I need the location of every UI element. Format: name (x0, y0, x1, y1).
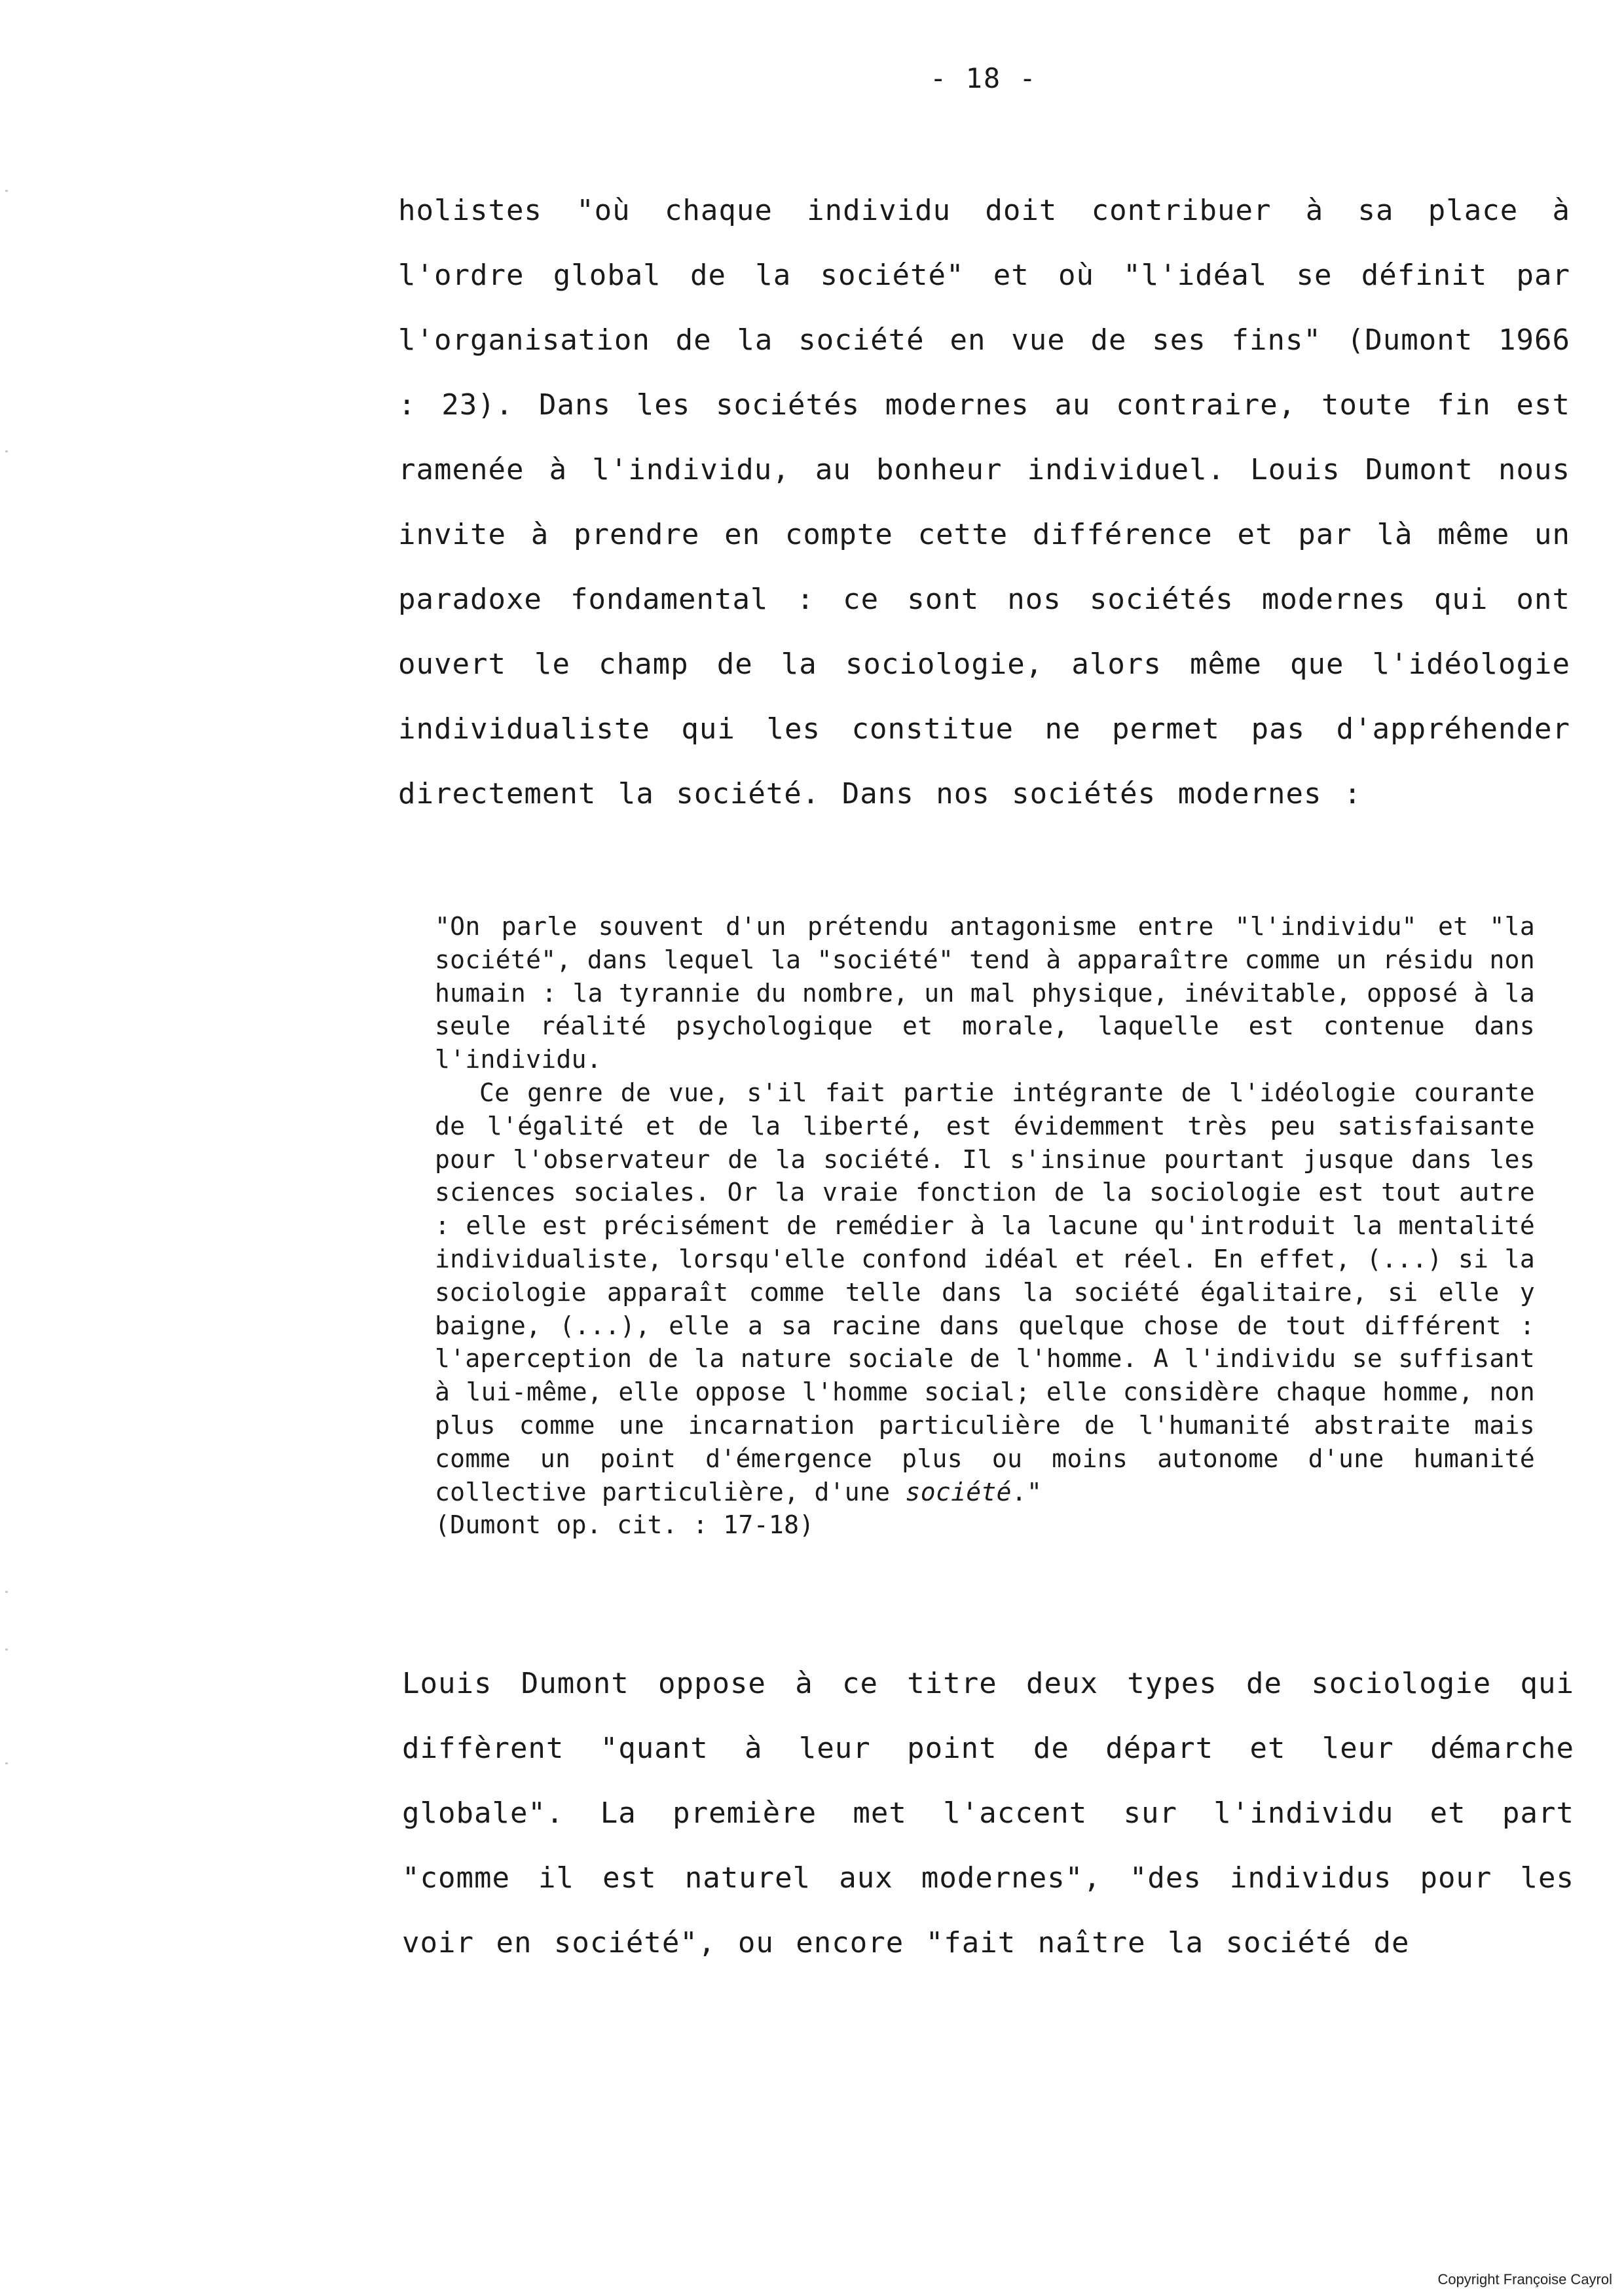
body-paragraph-1: holistes "où chaque individu doit contribuer à sa place à l'ordre global de la société" et où "l'idéal se définit par l'organisation de la société en vue de ses fins" (Dumont 1966 : 23). Dans les sociétés modernes au contraire, toute fin est ramenée à l'individu, au bonheur individuel. Louis Dumont nous invite à prendre en compte cette différence et par là même un paradoxe fondamental : ce sont nos sociétés modernes qui ont ouvert le champ de la sociologie, alors même que l'idéologie individualiste qui les constitue ne permet pas d'appréhender directement la société. Dans nos sociétés modernes : (398, 194, 1570, 811)
scan-artifact (5, 450, 8, 452)
quote-italic-word: société (905, 1477, 1012, 1506)
scan-artifact (5, 1649, 8, 1650)
scan-artifact (5, 190, 8, 192)
quote-citation: (Dumont op. cit. : 17-18) (435, 1510, 815, 1540)
page-number: - 18 - (930, 62, 1037, 94)
quote-paragraph-2-text: Ce genre de vue, s'il fait partie intégrante de l'idéologie courante de l'égalité et de la liberté, est évidemment très peu satisfaisante pour l'observateur de la société. Il s'insinue pourtant jusque dans les sciences sociales. Or la vraie fonction de la sociologie est tout autre : elle est précisément de remédier à la lacune qu'introduit la mentalité individualiste, lorsqu'elle confond idéal et réel. En effet, (...) si la sociologie apparaît comme telle dans la société égalitaire, si elle y baigne, (...), elle a sa racine dans quelque chose de tout différent : l'aperception de la nature sociale de l'homme. A l'individu se suffisant à lui-même, elle oppose l'homme social; elle considère chaque homme, non plus comme une incarnation particulière de l'humanité abstraite mais comme un point d'émergence plus ou moins autonome d'une humanité collective particulière, d'une (435, 1078, 1535, 1506)
block-quote (435, 910, 1535, 1542)
quote-paragraph-2 (435, 1076, 1535, 1508)
copyright-notice: Copyright Françoise Cayrol (1437, 2271, 1612, 2287)
scan-artifact (5, 1762, 8, 1764)
scan-artifact (5, 1591, 8, 1593)
quote-paragraph-1: "On parle souvent d'un prétendu antagonisme entre "l'individu" et "la société", dans lequel la "société" tend à apparaître comme un résidu non humain : la tyrannie du nombre, un mal physique, inévitable, opposé à la seule réalité psychologique et morale, laquelle est contenue dans l'individu. (435, 912, 1535, 1074)
quote-closing: ." (1011, 1477, 1043, 1506)
body-paragraph-2: Louis Dumont oppose à ce titre deux types de sociologie qui diffèrent "quant à leur point de départ et leur démarche globale". La première met l'accent sur l'individu et part "comme il est naturel aux modernes", "des individus pour les voir en société", ou encore "fait naître la société de (402, 1667, 1574, 1959)
